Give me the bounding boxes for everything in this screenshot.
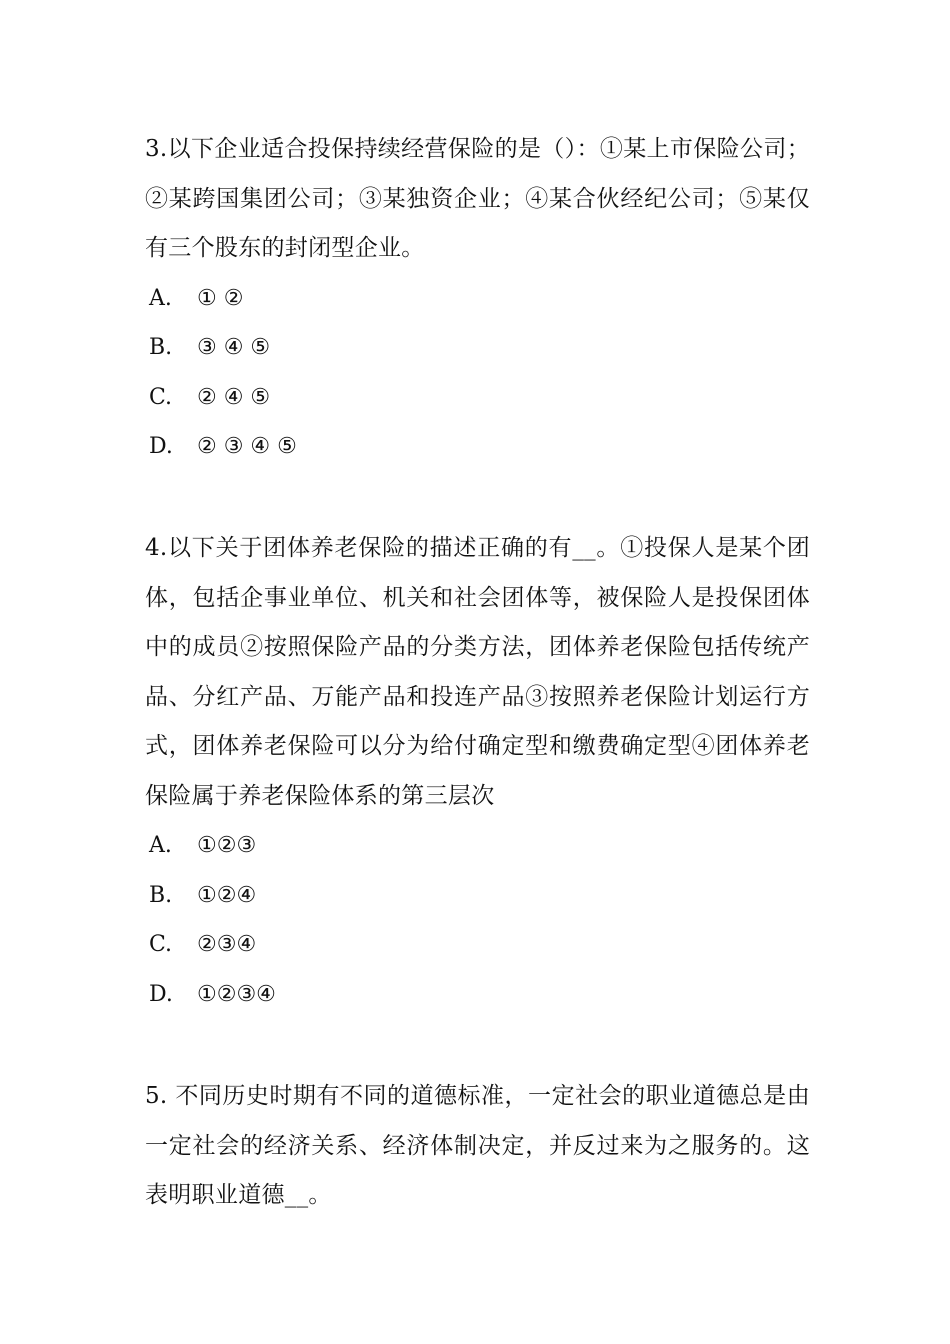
question-3-option-c [145, 373, 810, 423]
question-4-option-d [145, 970, 810, 1020]
option-label: D. [149, 981, 173, 1007]
option-value: ③ ④ ⑤ [197, 335, 271, 360]
question-3 [145, 125, 810, 472]
question-3-text: 3.以下企业适合投保持续经营保险的是（）：①某上市保险公司；②某跨国集团公司；③某独资企业；④某合伙经纪公司；⑤某仅有三个股东的封闭型企业。 [145, 136, 810, 261]
question-5 [145, 1072, 810, 1221]
question-3-option-b [145, 323, 810, 373]
option-label: B. [149, 335, 173, 360]
question-4-option-b [145, 871, 810, 921]
option-value: ①②③ [197, 833, 257, 858]
question-3-option-a [145, 274, 810, 324]
option-label: A. [149, 285, 172, 311]
option-label: D. [149, 434, 173, 459]
question-3-options [145, 274, 810, 472]
option-value: ② ③ ④ ⑤ [197, 434, 297, 459]
option-label: B. [149, 882, 173, 908]
question-4-option-a [145, 821, 810, 871]
option-value: ② ④ ⑤ [197, 384, 271, 410]
option-value: ②③④ [197, 932, 257, 957]
question-4-options [145, 821, 810, 1019]
option-value: ①②③④ [197, 981, 276, 1007]
option-value: ① ② [197, 285, 244, 311]
question-4 [145, 524, 810, 1019]
question-4-option-c [145, 920, 810, 970]
question-5-text: 5. 不同历史时期有不同的道德标准，一定社会的职业道德总是由一定社会的经济关系、经济体制决定，并反过来为之服务的。这表明职业道德__。 [145, 1083, 810, 1208]
question-3-option-d [145, 422, 810, 472]
option-label: C. [149, 384, 173, 410]
option-value: ①②④ [197, 882, 257, 908]
option-label: A. [149, 833, 172, 858]
question-4-text: 4.以下关于团体养老保险的描述正确的有__。①投保人是某个团体，包括企事业单位、机关和社会团体等，被保险人是投保团体中的成员②按照保险产品的分类方法，团体养老保险包括传统产品、分红产品、万能产品和投连产品③按照养老保险计划运行方式，团体养老保险可以分为给付确定型和缴费确定型④团体养老保险属于养老保险体系的第三层次 [145, 535, 810, 809]
option-label: C. [149, 932, 173, 957]
